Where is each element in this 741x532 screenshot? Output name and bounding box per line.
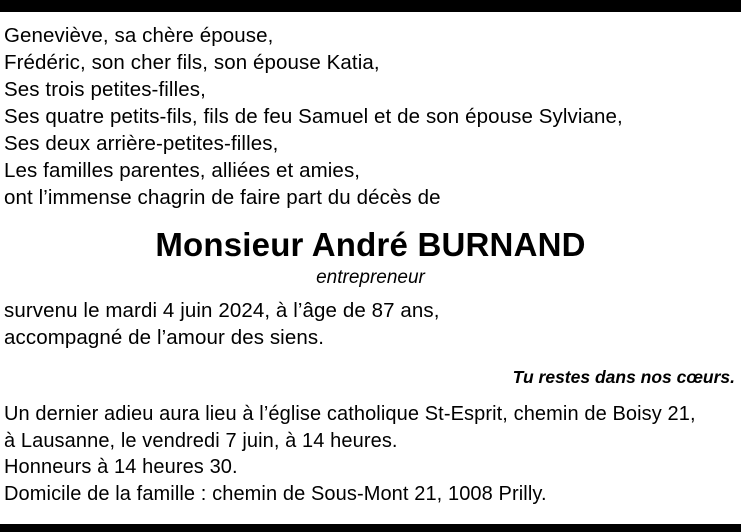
top-border-rule [0, 0, 741, 12]
passing-block [4, 297, 737, 351]
survivor-line: Ses quatre petits-fils, fils de feu Samuel et de son épouse Sylviane, [4, 105, 623, 128]
deceased-role: entrepreneur [316, 267, 425, 288]
arrangement-line: Un dernier adieu aura lieu à l’église catholique St-Esprit, chemin de Boisy 21, [4, 403, 696, 425]
passing-line: accompagné de l’amour des siens. [4, 326, 324, 349]
epitaph: Tu restes dans nos cœurs. [512, 367, 735, 387]
survivor-line: Frédéric, son cher fils, son épouse Katia, [4, 51, 380, 74]
arrangements-block [4, 401, 737, 507]
announcement-line: ont l’immense chagrin de faire part du décès de [4, 186, 441, 209]
arrangement-line: à Lausanne, le vendredi 7 juin, à 14 heures. [4, 429, 398, 452]
notice-body [0, 12, 741, 507]
survivor-line: Ses trois petites-filles, [4, 78, 206, 101]
survivor-line: Les familles parentes, alliées et amies, [4, 159, 361, 182]
bottom-border-rule [0, 524, 741, 532]
survivor-line: Geneviève, sa chère épouse, [4, 24, 274, 47]
deceased-name: Monsieur André BURNAND [155, 226, 586, 263]
arrangement-line: Honneurs à 14 heures 30. [4, 456, 238, 478]
passing-line: survenu le mardi 4 juin 2024, à l’âge de 87 ans, [4, 299, 440, 322]
arrangement-line: Domicile de la famille : chemin de Sous-Mont 21, 1008 Prilly. [4, 482, 547, 505]
survivors-block [4, 22, 737, 211]
survivor-line: Ses deux arrière-petites-filles, [4, 132, 279, 155]
